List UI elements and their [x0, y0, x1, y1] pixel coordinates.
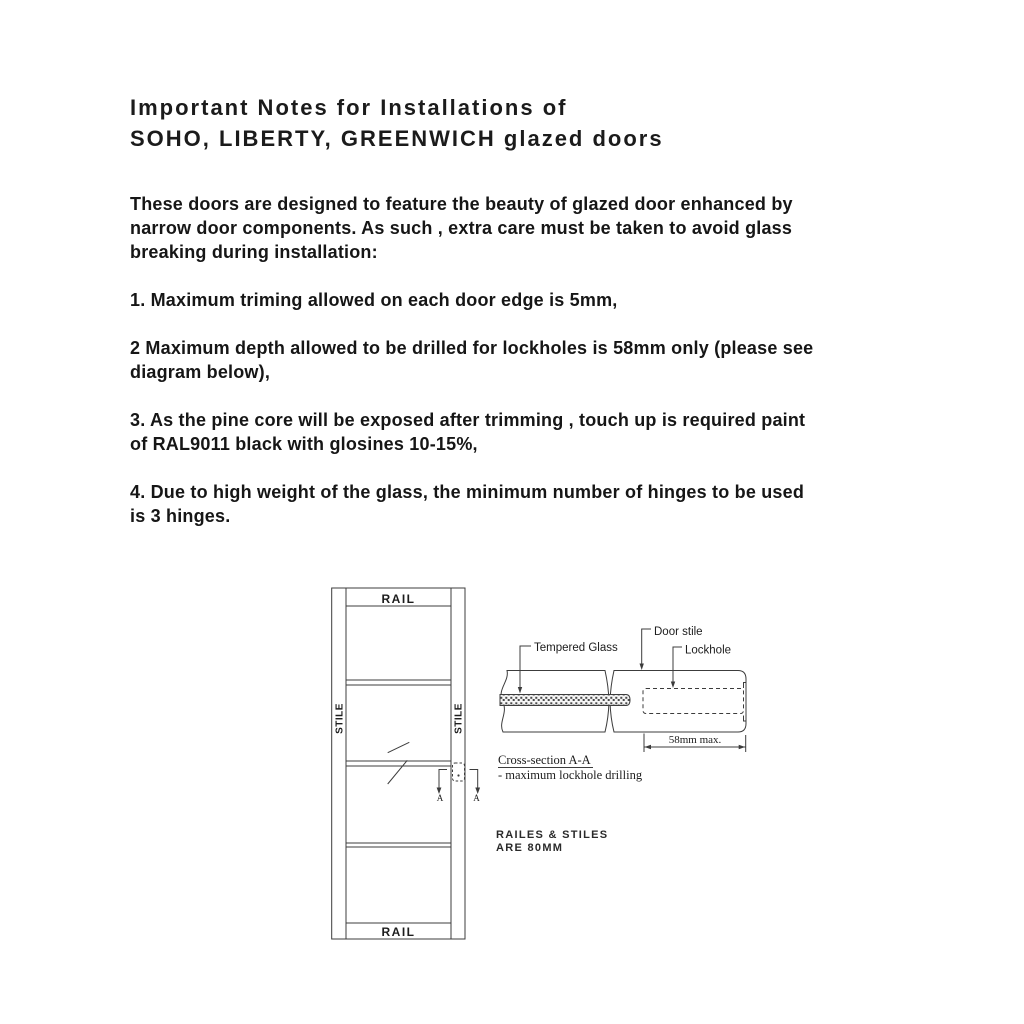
leader-door-stile [640, 629, 652, 670]
cross-section-caption-title: Cross-section A-A [498, 753, 591, 767]
note-item-1-line-1: 1. Maximum triming allowed on each door edge is 5mm, [130, 290, 618, 310]
lockhole-label: Lockhole [685, 644, 732, 657]
leader-lockhole [671, 647, 682, 688]
note-item-1 [130, 288, 900, 312]
tempered-glass-label: Tempered Glass [534, 642, 618, 654]
intro-line-2: narrow door components. As such , extra care must be taken to avoid glass [130, 218, 793, 238]
installation-diagram [300, 575, 800, 975]
note-item-4 [130, 480, 900, 528]
note-item-3 [130, 408, 900, 456]
cross-section-drawing [498, 626, 746, 782]
lockhole-drilling-outline [643, 689, 744, 714]
note-item-2-line-1: 2 Maximum depth allowed to be drilled for lockholes is 58mm only (please see [130, 338, 814, 358]
rail-bottom-label: RAIL [381, 925, 416, 939]
cross-section-caption-sub: - maximum lockhole drilling [498, 768, 643, 782]
intro-paragraph [130, 192, 900, 264]
page-title [130, 92, 910, 154]
mid-rail-lines [346, 680, 451, 847]
section-marker-a-left: A [436, 793, 444, 803]
section-marker-a-right: A [473, 793, 480, 803]
notes-body [130, 192, 900, 552]
tempered-glass-strip [500, 695, 630, 706]
rail-top-label: RAIL [381, 592, 416, 606]
dimension-58mm-label: 58mm max. [668, 734, 722, 746]
note-item-4-line-2: is 3 hinges. [130, 506, 231, 526]
intro-line-1: These doors are designed to feature the beauty of glazed door enhanced by [130, 194, 793, 214]
lockhole-marker [453, 763, 465, 781]
note-item-4-line-1: 4. Due to high weight of the glass, the minimum number of hinges to be used [130, 482, 805, 502]
lockhole-center-dot [457, 774, 459, 776]
door-elevation-drawing [332, 588, 481, 939]
intro-line-3: breaking during installation: [130, 242, 378, 262]
rails-stiles-note-line1: RAILES & STILES [496, 829, 609, 841]
note-item-3-line-2: of RAL9011 black with glosines 10-15%, [130, 434, 478, 454]
door-outline [332, 588, 465, 939]
rails-stiles-note [496, 829, 608, 854]
section-cut-arrow-left [437, 770, 447, 795]
note-item-2-line-2: diagram below), [130, 362, 271, 382]
leader-tempered-glass [518, 646, 531, 694]
door-stile-label: Door stile [654, 626, 703, 638]
glass-break-marks [388, 742, 410, 784]
note-item-3-line-1: 3. As the pine core will be exposed after trimming , touch up is required paint [130, 410, 806, 430]
page-title-line1: Important Notes for Installations of [130, 95, 568, 120]
stile-right-label: STILE [453, 703, 465, 734]
stile-left-label: STILE [334, 703, 346, 734]
note-item-2 [130, 336, 900, 384]
rails-stiles-note-line2: ARE 80MM [496, 842, 564, 854]
section-cut-arrow-right [470, 770, 481, 795]
page-title-line2: SOHO, LIBERTY, GREENWICH glazed doors [130, 126, 664, 151]
